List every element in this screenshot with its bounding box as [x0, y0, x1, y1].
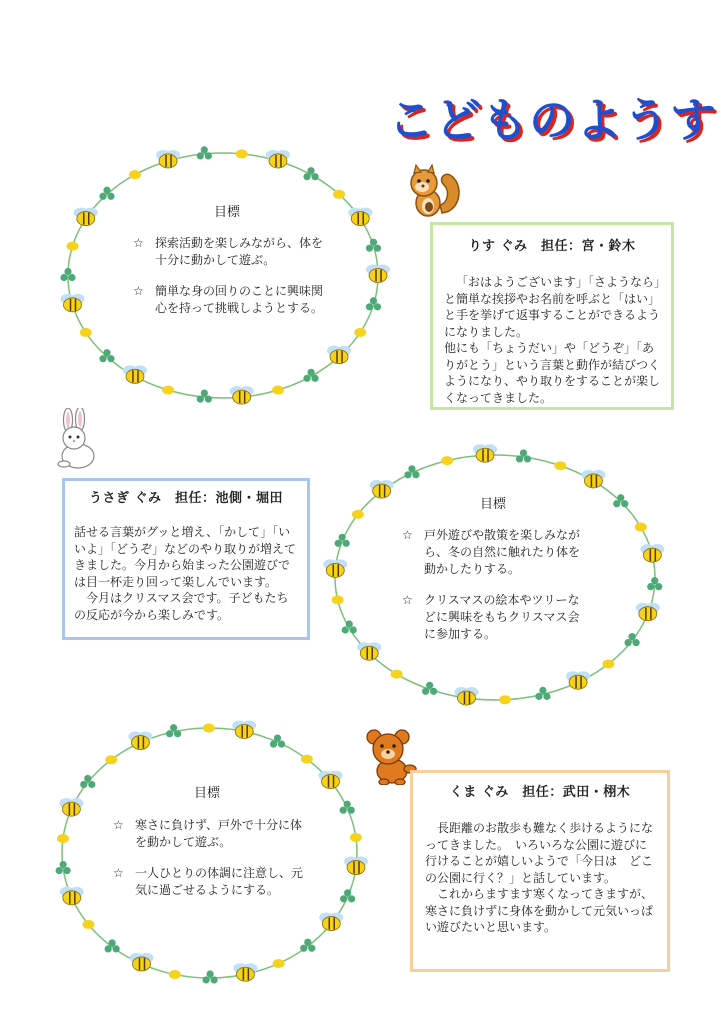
bee-icon — [233, 963, 257, 981]
flower-bud-icon — [602, 659, 614, 668]
goal-text: 探索活動を楽しみながら、体を十分に動かして遊ぶ。 — [155, 236, 324, 267]
class-title: くま ぐみ 担任：武田・栩木 — [449, 785, 631, 800]
bee-icon — [357, 642, 381, 660]
rabbit-icon — [50, 408, 100, 470]
bee-icon — [266, 150, 290, 168]
bee-icon — [366, 265, 390, 283]
flower-bud-icon — [332, 595, 344, 604]
star-icon: ☆ — [113, 818, 124, 832]
clover-icon — [335, 534, 350, 547]
flower-bud-icon — [162, 386, 174, 395]
flower-bud-icon — [272, 386, 284, 395]
flower-bud-icon — [350, 833, 362, 842]
goal-item — [402, 527, 590, 578]
bee-icon — [59, 798, 83, 816]
goal-heading: 目標 — [480, 497, 507, 512]
goal-item — [133, 283, 333, 317]
clover-icon — [340, 801, 355, 814]
flower-bud-icon — [82, 920, 94, 929]
flower-bud-icon — [57, 834, 69, 843]
clover-icon — [535, 687, 550, 700]
flower-bud-icon — [80, 328, 92, 337]
bee-icon — [60, 887, 84, 905]
squirrel-icon — [404, 163, 464, 223]
clover-icon — [422, 682, 437, 695]
flower-bud-icon — [354, 328, 366, 337]
goal-heading: 目標 — [214, 205, 241, 220]
clover-icon — [300, 939, 315, 952]
goal-list — [402, 527, 590, 657]
clover-icon — [340, 889, 355, 902]
clover-icon — [303, 167, 318, 180]
goal-item — [402, 592, 590, 643]
bee-icon — [327, 346, 351, 364]
class-body: 「おはようございます」「さようなら」と簡単な挨拶やお名前を呼ぶと「はい」と手を挙げて返事することができるようになりました。 他にも「ちょうだい」や「どうぞ」「ありがとう」という言葉と動作が結びつくようになり、やり取りをすることが楽しくなってきました。 — [444, 275, 661, 405]
goal-list — [133, 235, 333, 331]
bee-icon — [129, 953, 153, 971]
goal-item — [133, 235, 333, 269]
flower-bud-icon — [352, 510, 364, 519]
flower-bud-icon — [391, 670, 403, 679]
bee-icon — [156, 150, 180, 168]
bee-icon — [61, 294, 85, 312]
flower-bud-icon — [169, 970, 181, 979]
bee-icon — [319, 771, 343, 789]
flower-bud-icon — [105, 755, 117, 764]
goal-heading: 目標 — [194, 786, 221, 801]
bee-icon — [640, 544, 664, 562]
flower-bud-icon — [635, 522, 647, 531]
clover-icon — [105, 939, 120, 952]
flower-bud-icon — [441, 456, 453, 465]
clover-icon — [366, 239, 381, 252]
bee-icon — [230, 386, 254, 404]
class-box-usagi — [62, 478, 310, 640]
flower-bud-icon — [129, 170, 141, 179]
star-icon: ☆ — [402, 528, 413, 542]
goal-text: クリスマスの絵本やツリーなどに興味をもちクリスマス会に参加する。 — [424, 593, 580, 641]
clover-icon — [342, 620, 357, 633]
bee-icon — [232, 721, 256, 739]
flower-bud-icon — [273, 959, 285, 968]
goal-text: 戸外遊びや散策を楽しみながら、冬の自然に触れたり体を動かしたりする。 — [424, 528, 581, 576]
flower-bud-icon — [236, 149, 248, 158]
flower-bud-icon — [333, 190, 345, 199]
goal-text: 簡単な身の回りのことに興味関心を持って挑戦しようとする。 — [155, 284, 324, 315]
clover-icon — [366, 297, 381, 310]
star-icon: ☆ — [402, 593, 413, 607]
clover-icon — [303, 369, 318, 382]
clover-icon — [270, 734, 285, 747]
page-title: こどものようす — [388, 93, 717, 147]
clover-icon — [197, 390, 212, 403]
clover-icon — [197, 146, 212, 159]
star-icon: ☆ — [133, 236, 144, 250]
bee-icon — [370, 480, 394, 498]
bee-icon — [581, 470, 605, 488]
bee-icon — [344, 857, 368, 875]
clover-icon — [624, 633, 639, 646]
flower-bud-icon — [554, 461, 566, 470]
bee-icon — [473, 444, 497, 462]
goal-item — [113, 817, 313, 851]
flower-bud-icon — [499, 695, 511, 704]
goal-list — [113, 817, 313, 913]
bee-icon — [454, 687, 478, 705]
bee-icon — [636, 603, 660, 621]
goal-text: 一人ひとりの体調に注意し、元気に過ごせるようにする。 — [135, 866, 304, 897]
clover-icon — [166, 724, 181, 737]
flower-bud-icon — [67, 242, 79, 251]
bee-icon — [348, 208, 372, 226]
class-box-risu — [430, 222, 674, 410]
goal-item — [113, 865, 313, 899]
goal-text: 寒さに負けず、戸外で十分に体を動かして遊ぶ。 — [135, 818, 303, 849]
class-body: 話せる言葉がグッと増え、「かして」「いいよ」「どうぞ」などのやり取りが増えてきました。今月から始まった公園遊びでは目一杯走り回って楽しんでいます。 今月はクリスマス会です。子どもたちの反応が今から楽しみです。 — [74, 525, 297, 622]
class-body: 長距離のお散歩も難なく歩けるようになってきました。 いろいろな公園に遊びに行けることが嬉しいようで「今日は どこの公園に行く？」と話しています。 これからますます寒くなってきますが、寒さに負けずに身体を動かして元気いっぱい遊びたいと思います。 — [425, 821, 654, 934]
class-box-kuma — [410, 770, 670, 972]
clover-icon — [99, 187, 114, 200]
clover-icon — [203, 970, 218, 983]
star-icon: ☆ — [133, 284, 144, 298]
flower-bud-icon — [203, 724, 215, 733]
bee-icon — [319, 913, 343, 931]
flower-bud-icon — [301, 755, 313, 764]
class-title: りす ぐみ 担任：宮・鈴木 — [468, 239, 636, 254]
bee-icon — [74, 208, 98, 226]
bee-icon — [323, 559, 347, 577]
clover-icon — [404, 465, 419, 478]
clover-icon — [516, 449, 531, 462]
star-icon: ☆ — [113, 866, 124, 880]
class-title: うさぎ ぐみ 担任：池側・堀田 — [88, 491, 284, 506]
